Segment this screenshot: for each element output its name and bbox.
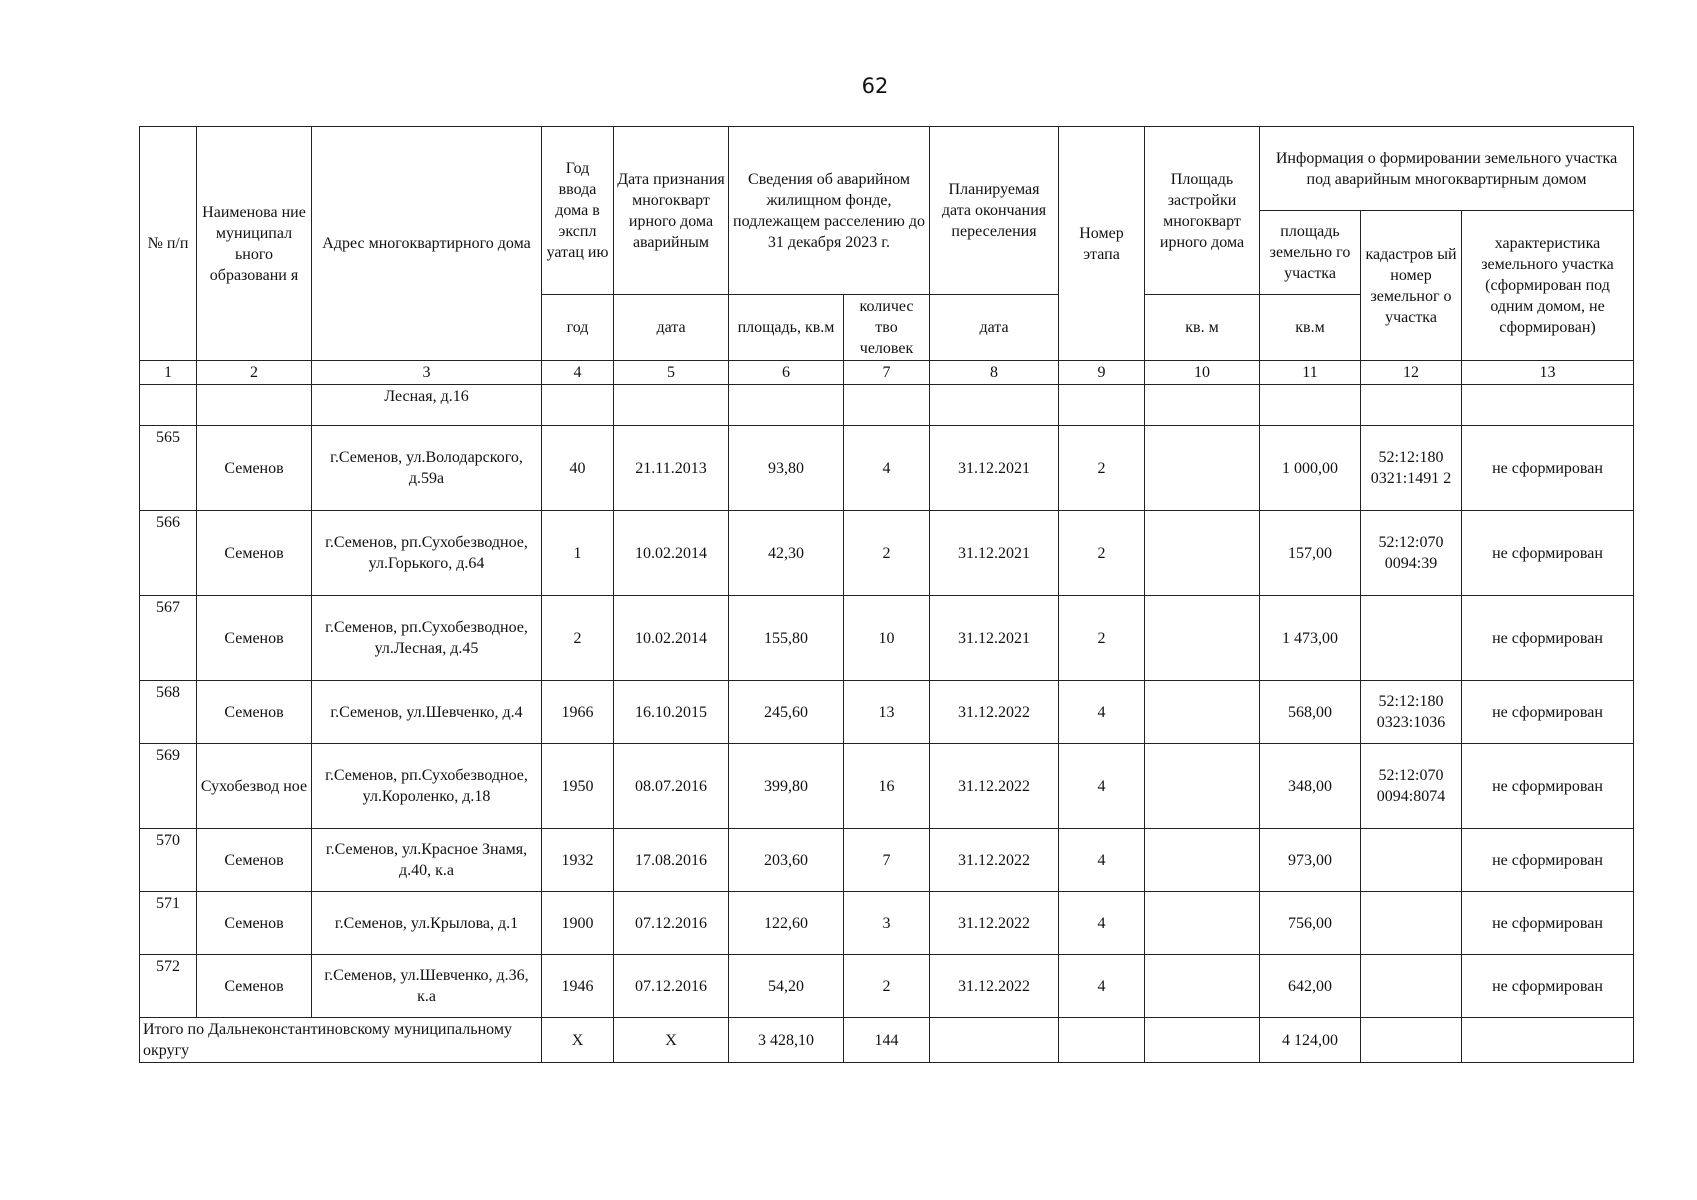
building-area: [1145, 829, 1260, 892]
municipality: Семенов: [197, 511, 312, 596]
header-land-info: Информация о формировании земельного участка под аварийным многоквартирным домом: [1260, 127, 1634, 211]
residents-count: 2: [844, 955, 930, 1018]
stage-number: 2: [1059, 426, 1145, 511]
commission-year: 1900: [542, 892, 614, 955]
col-number: 2: [197, 361, 312, 385]
building-area: [1145, 426, 1260, 511]
header-unit-build-area: кв. м: [1145, 295, 1260, 361]
land-characteristic: не сформирован: [1462, 426, 1634, 511]
housing-area: 155,80: [729, 596, 844, 681]
table-row: [140, 426, 1634, 511]
table-row: [140, 744, 1634, 829]
row-number: 565: [140, 426, 197, 511]
land-characteristic: не сформирован: [1462, 681, 1634, 744]
header-land-area: площадь земельно го участка: [1260, 211, 1361, 295]
total-row: [140, 1018, 1634, 1063]
col-number: 4: [542, 361, 614, 385]
stage-number: 4: [1059, 892, 1145, 955]
land-area: 642,00: [1260, 955, 1361, 1018]
header-building-area: Площадь застройки многокварт ирного дома: [1145, 127, 1260, 295]
row-number: 570: [140, 829, 197, 892]
planned-date: 31.12.2022: [930, 829, 1059, 892]
header-unit-year: год: [542, 295, 614, 361]
address: г.Семенов, рп.Сухобезводное, ул.Лесная, д.45: [312, 596, 542, 681]
table-header: [140, 127, 1634, 385]
cadastral-number: [1361, 892, 1462, 955]
header-housing-info: Сведения об аварийном жилищном фонде, подлежащем расселению до 31 декабря 2023 г.: [729, 127, 930, 295]
address: г.Семенов, ул.Шевченко, д.36, к.а: [312, 955, 542, 1018]
row-number: 566: [140, 511, 197, 596]
continuation-address: Лесная, д.16: [312, 385, 542, 426]
planned-date: 31.12.2022: [930, 955, 1059, 1018]
land-characteristic: не сформирован: [1462, 744, 1634, 829]
page-number: 62: [861, 74, 889, 98]
housing-area: 203,60: [729, 829, 844, 892]
stage-number: 2: [1059, 511, 1145, 596]
municipality: Семенов: [197, 596, 312, 681]
residents-count: 4: [844, 426, 930, 511]
housing-area: 54,20: [729, 955, 844, 1018]
column-number-row: [140, 361, 1634, 385]
commission-year: 1966: [542, 681, 614, 744]
header-unit-plan-date: дата: [930, 295, 1059, 361]
land-area: 157,00: [1260, 511, 1361, 596]
total-land-area: 4 124,00: [1260, 1018, 1361, 1063]
housing-area: 245,60: [729, 681, 844, 744]
housing-area: 42,30: [729, 511, 844, 596]
recognition-date: 17.08.2016: [614, 829, 729, 892]
commission-year: 1932: [542, 829, 614, 892]
building-area: [1145, 511, 1260, 596]
municipality: Семенов: [197, 829, 312, 892]
continuation-row: [140, 385, 1634, 426]
building-area: [1145, 681, 1260, 744]
col-number: 5: [614, 361, 729, 385]
cadastral-number: 52:12:070 0094:39: [1361, 511, 1462, 596]
row-number: 567: [140, 596, 197, 681]
total-date: X: [614, 1018, 729, 1063]
header-cadastral-number: кадастров ый номер земельног о участка: [1361, 211, 1462, 361]
table-row: [140, 596, 1634, 681]
land-area: 568,00: [1260, 681, 1361, 744]
address: г.Семенов, рп.Сухобезводное, ул.Короленко, д.18: [312, 744, 542, 829]
header-land-characteristic: характеристика земельного участка (сформирован под одним домом, не сформирован): [1462, 211, 1634, 361]
recognition-date: 10.02.2014: [614, 511, 729, 596]
residents-count: 3: [844, 892, 930, 955]
planned-date: 31.12.2021: [930, 426, 1059, 511]
stage-number: 4: [1059, 955, 1145, 1018]
col-number: 1: [140, 361, 197, 385]
cadastral-number: 52:12:180 0323:1036: [1361, 681, 1462, 744]
planned-date: 31.12.2021: [930, 511, 1059, 596]
land-characteristic: не сформирован: [1462, 511, 1634, 596]
cadastral-number: [1361, 829, 1462, 892]
table-row: [140, 829, 1634, 892]
residents-count: 13: [844, 681, 930, 744]
land-characteristic: не сформирован: [1462, 955, 1634, 1018]
total-area: 3 428,10: [729, 1018, 844, 1063]
table-body: [140, 385, 1634, 1018]
building-area: [1145, 596, 1260, 681]
residents-count: 7: [844, 829, 930, 892]
header-planned-date: Планируемая дата окончания переселения: [930, 127, 1059, 295]
table-row: [140, 511, 1634, 596]
stage-number: 4: [1059, 744, 1145, 829]
stage-number: 2: [1059, 596, 1145, 681]
address: г.Семенов, ул.Володарского, д.59а: [312, 426, 542, 511]
recognition-date: 21.11.2013: [614, 426, 729, 511]
stage-number: 4: [1059, 829, 1145, 892]
table-row: [140, 892, 1634, 955]
total-people: 144: [844, 1018, 930, 1063]
address: г.Семенов, ул.Крылова, д.1: [312, 892, 542, 955]
land-characteristic: не сформирован: [1462, 829, 1634, 892]
planned-date: 31.12.2022: [930, 681, 1059, 744]
housing-area: 399,80: [729, 744, 844, 829]
col-number: 13: [1462, 361, 1634, 385]
municipality: Сухобезвод ное: [197, 744, 312, 829]
row-number: 571: [140, 892, 197, 955]
cadastral-number: [1361, 955, 1462, 1018]
recognition-date: 10.02.2014: [614, 596, 729, 681]
header-unit-land-area: кв.м: [1260, 295, 1361, 361]
stage-number: 4: [1059, 681, 1145, 744]
building-area: [1145, 892, 1260, 955]
emergency-housing-table: [139, 126, 1634, 1063]
header-address: Адрес многоквартирного дома: [312, 127, 542, 361]
header-year: Год ввода дома в экспл уатац ию: [542, 127, 614, 295]
recognition-date: 08.07.2016: [614, 744, 729, 829]
housing-area: 122,60: [729, 892, 844, 955]
land-characteristic: не сформирован: [1462, 892, 1634, 955]
recognition-date: 16.10.2015: [614, 681, 729, 744]
header-municipality: Наименова ние муниципал ьного образовани я: [197, 127, 312, 361]
col-number: 8: [930, 361, 1059, 385]
municipality: Семенов: [197, 681, 312, 744]
residents-count: 2: [844, 511, 930, 596]
header-number: № п/п: [140, 127, 197, 361]
cadastral-number: 52:12:070 0094:8074: [1361, 744, 1462, 829]
residents-count: 10: [844, 596, 930, 681]
col-number: 11: [1260, 361, 1361, 385]
header-unit-date: дата: [614, 295, 729, 361]
col-number: 3: [312, 361, 542, 385]
planned-date: 31.12.2022: [930, 892, 1059, 955]
land-area: 973,00: [1260, 829, 1361, 892]
land-area: 348,00: [1260, 744, 1361, 829]
commission-year: 1950: [542, 744, 614, 829]
commission-year: 40: [542, 426, 614, 511]
cadastral-number: [1361, 596, 1462, 681]
recognition-date: 07.12.2016: [614, 892, 729, 955]
table-row: [140, 681, 1634, 744]
col-number: 6: [729, 361, 844, 385]
land-characteristic: не сформирован: [1462, 596, 1634, 681]
col-number: 12: [1361, 361, 1462, 385]
building-area: [1145, 744, 1260, 829]
col-number: 9: [1059, 361, 1145, 385]
header-stage: Номер этапа: [1059, 127, 1145, 361]
header-recognition-date: Дата признания многокварт ирного дома аварийным: [614, 127, 729, 295]
row-number: 572: [140, 955, 197, 1018]
residents-count: 16: [844, 744, 930, 829]
col-number: 10: [1145, 361, 1260, 385]
housing-area: 93,80: [729, 426, 844, 511]
address: г.Семенов, рп.Сухобезводное, ул.Горького, д.64: [312, 511, 542, 596]
commission-year: 2: [542, 596, 614, 681]
land-area: 1 000,00: [1260, 426, 1361, 511]
col-number: 7: [844, 361, 930, 385]
total-year: X: [542, 1018, 614, 1063]
municipality: Семенов: [197, 892, 312, 955]
commission-year: 1: [542, 511, 614, 596]
planned-date: 31.12.2021: [930, 596, 1059, 681]
total-label: Итого по Дальнеконстантиновскому муниципальному округу: [140, 1018, 542, 1063]
land-area: 756,00: [1260, 892, 1361, 955]
municipality: Семенов: [197, 426, 312, 511]
cadastral-number: 52:12:180 0321:1491 2: [1361, 426, 1462, 511]
commission-year: 1946: [542, 955, 614, 1018]
row-number: 569: [140, 744, 197, 829]
land-area: 1 473,00: [1260, 596, 1361, 681]
header-unit-people: количес тво человек: [844, 295, 930, 361]
municipality: Семенов: [197, 955, 312, 1018]
header-unit-area: площадь, кв.м: [729, 295, 844, 361]
building-area: [1145, 955, 1260, 1018]
address: г.Семенов, ул.Шевченко, д.4: [312, 681, 542, 744]
recognition-date: 07.12.2016: [614, 955, 729, 1018]
address: г.Семенов, ул.Красное Знамя, д.40, к.а: [312, 829, 542, 892]
planned-date: 31.12.2022: [930, 744, 1059, 829]
row-number: 568: [140, 681, 197, 744]
table-row: [140, 955, 1634, 1018]
